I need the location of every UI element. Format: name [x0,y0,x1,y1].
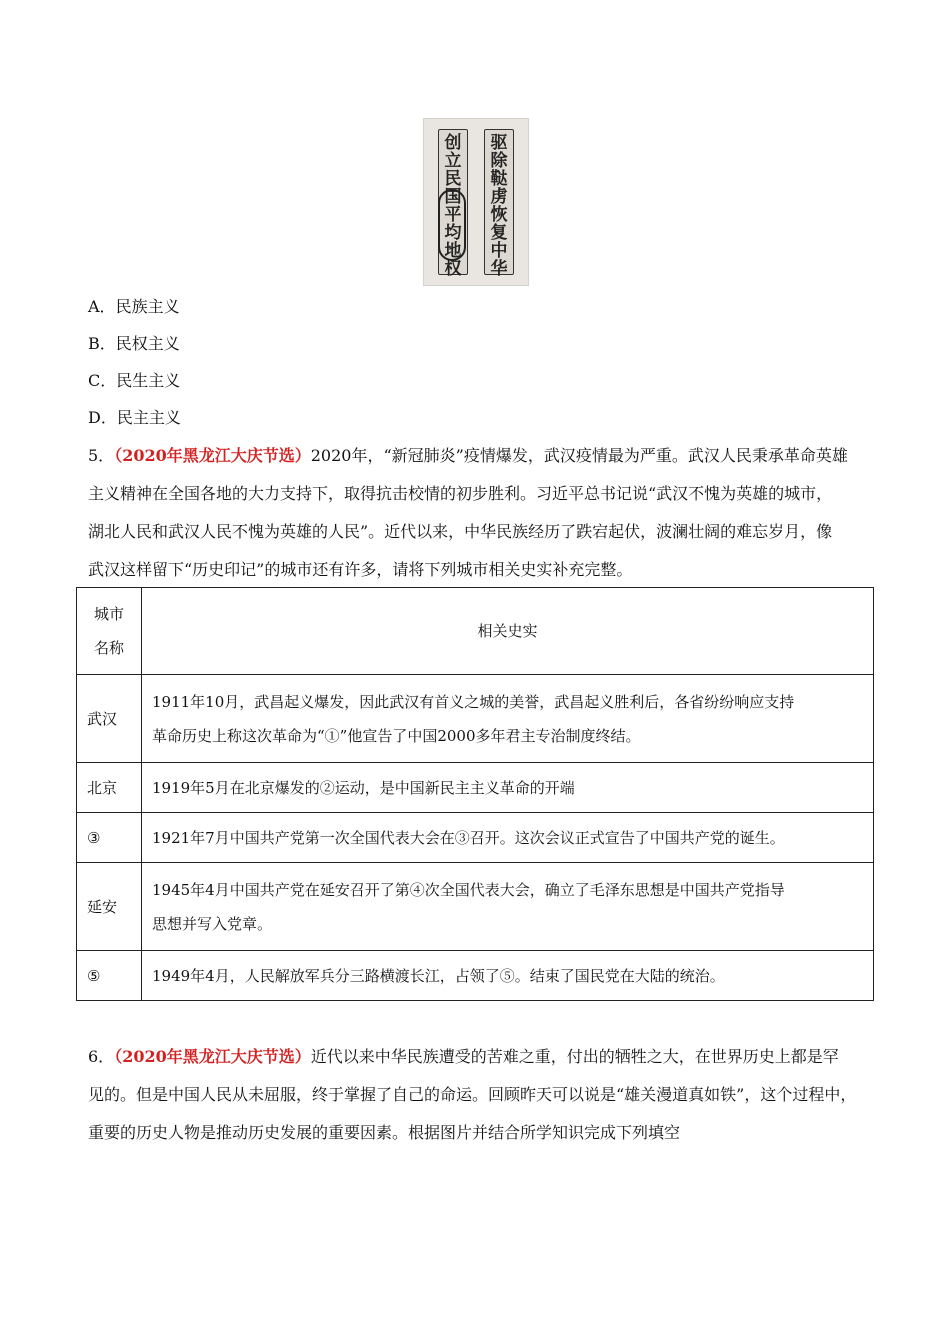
banner-char: 地 [444,241,462,261]
banner-char: 民 [444,169,462,189]
question-5-source: （2020年黑龙江大庆节选） [114,446,311,465]
banner-char: 恢 [490,205,508,225]
banner-char: 创 [444,133,462,153]
fact-cell: 1921年7月中国共产党第一次全国代表大会在③召开。这次会议正式宣告了中国共产党的诞生。 [142,813,874,863]
header-city: 城市 名称 [77,588,142,675]
question-5-line: 武汉这样留下“历史印记”的城市还有许多，请将下列城市相关史实补充完整。 [88,560,633,579]
banner-right-text [491,134,508,278]
question-5-line: 主义精神在全国各地的大力支持下，取得抗击校情的初步胜利。习近平总书记说“武汉不愧为英雄的城市， [88,484,833,503]
banner-char: 立 [444,151,462,171]
option-d[interactable]: D．民主主义 [88,408,181,427]
banner-right [484,129,514,279]
fact-cell: 1945年4月中国共产党在延安召开了第④次全国代表大会，确立了毛泽东思想是中国共产党指导 思想并写入党章。 [142,863,874,951]
question-5-line: 5．（2020年黑龙江大庆节选）2020年，“新冠肺炎”疫情爆发，武汉疫情最为严重。武汉人民秉承革命英雄 [88,446,848,465]
banner-char: 复 [490,223,508,243]
fact-cell: 1919年5月在北京爆发的②运动，是中国新民主主义革命的开端 [142,763,874,813]
banner-char: 权 [444,259,462,279]
history-facts-table [76,587,874,1001]
question-6 [88,1038,864,1152]
header-facts: 相关史实 [142,588,874,675]
table-header-row [77,588,874,675]
banner-char: 均 [444,223,462,243]
table-row: ⑤ 1949年4月，人民解放军兵分三路横渡长江，占领了⑤。结束了国民党在大陆的统治。 [77,951,874,1001]
table-row: 北京 1919年5月在北京爆发的②运动，是中国新民主主义革命的开端 [77,763,874,813]
banner-char: 驱 [490,133,508,153]
table-row: 延安 1945年4月中国共产党在延安召开了第④次全国代表大会，确立了毛泽东思想是中国共产党指导 思想并写入党章。 [77,863,874,951]
question-6-line: 见的。但是中国人民从未屈服，终于掌握了自己的命运。回顾昨天可以说是“雄关漫道真如铁”，这个过程中， [88,1085,857,1104]
question-6-line: 重要的历史人物是推动历史发展的重要因素。根据图片并结合所学知识完成下列填空 [88,1123,681,1142]
banner-char: 鞑 [490,169,508,189]
table-row: 武汉 1911年10月，武昌起义爆发，因此武汉有首义之城的美誉，武昌起义胜利后，各省纷纷响应支持 革命历史上称这次革命为“①”他宣告了中国2000多年君主专治制度终结。 [77,675,874,763]
table-row: ③ 1921年7月中国共产党第一次全国代表大会在③召开。这次会议正式宣告了中国共产党的诞生。 [77,813,874,863]
banner-char: 平 [444,205,462,225]
question-5-line: 湖北人民和武汉人民不愧为英雄的人民”。近代以来，中华民族经历了跌宕起伏，波澜壮阔的难忘岁月，像 [88,522,833,541]
option-a[interactable]: A．民族主义 [88,297,180,316]
question-6-line: 6．（2020年黑龙江大庆节选）近代以来中华民族遭受的苦难之重，付出的牺牲之大，在世界历史上都是罕 [88,1047,839,1066]
option-b[interactable]: B．民权主义 [88,334,180,353]
banner-char: 虏 [490,187,508,207]
question-5 [88,437,864,589]
banner-char: 国 [444,187,462,207]
banner-char: 除 [490,151,508,171]
question-6-source: （2020年黑龙江大庆节选） [114,1047,311,1066]
circle-annotation [438,189,466,261]
banner-char: 华 [490,259,508,279]
fact-cell: 1949年4月，人民解放军兵分三路横渡长江，占领了⑤。结束了国民党在大陆的统治。 [142,951,874,1001]
banner-figure [423,118,529,286]
fact-cell: 1911年10月，武昌起义爆发，因此武汉有首义之城的美誉，武昌起义胜利后，各省纷纷响应支持 革命历史上称这次革命为“①”他宣告了中国2000多年君主专治制度终结。 [142,675,874,763]
banner-char: 中 [490,241,508,261]
option-c[interactable]: C．民生主义 [88,371,181,390]
